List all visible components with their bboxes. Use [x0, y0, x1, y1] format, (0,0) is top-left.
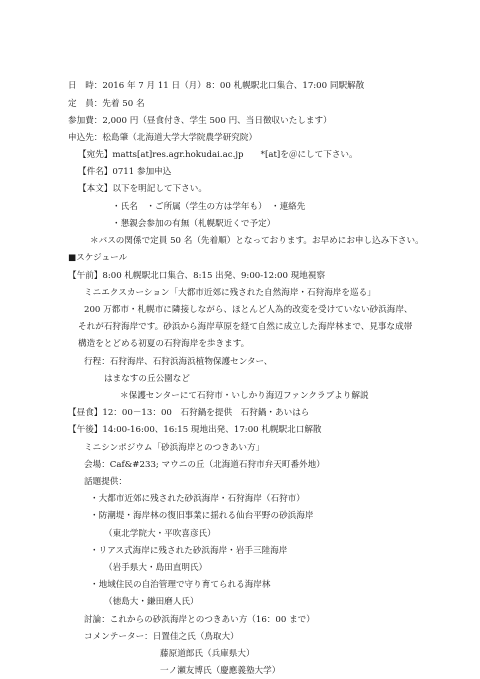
itinerary-continued: はまなすの丘公園など: [104, 374, 190, 384]
symposium-venue: 会場：Caf&#233; マウニの丘（北海道石狩市弁天町番外地）: [84, 460, 325, 470]
commentator: 藤原道郎氏（兵庫県大）: [160, 649, 255, 659]
topic-speaker: （東北学院大・平吹喜彦氏）: [104, 529, 216, 539]
email-subject: 【件名】0711 参加申込: [78, 167, 172, 177]
topic-item: ・防潮堤・海岸林の復旧事業に揺れる仙台平野の砂浜海岸: [90, 511, 314, 521]
event-datetime: 日 時：2016 年 7 月 11 日（月）8：00 札幌駅北口集合、17:00 同駅解散: [68, 81, 365, 91]
required-fields: ・氏名 ・ご所属（学生の方は学年も） ・連絡先: [112, 202, 306, 212]
schedule-heading: ■スケジュール: [68, 253, 128, 263]
topic-speaker: （徳島大・鎌田磨人氏）: [104, 597, 199, 607]
excursion-title: ミニエクスカーション「大都市近郊に残された自然海岸・石狩海岸を巡る」: [84, 288, 376, 298]
itinerary: 行程：石狩海岸、石狩浜海浜植物保護センター、: [84, 357, 273, 367]
discussion-topic: 討論：これからの砂浜海岸とのつきあい方（16：00 まで）: [84, 615, 315, 625]
email-body-instruction: 【本文】以下を明記して下さい。: [78, 184, 207, 194]
topic-speaker: （岩手県大・島田直明氏）: [104, 563, 208, 573]
excursion-description-line: 構造をとどめる初夏の石狩海岸を歩きます。: [78, 339, 250, 349]
event-capacity: 定 員：先着 50 名: [68, 99, 145, 109]
topic-item: ・リアス式海岸に残された砂浜海岸・岩手三陸海岸: [90, 546, 288, 556]
event-fee: 参加費：2,000 円（昼食付き、学生 500 円、当日徴収いたします）: [68, 116, 332, 126]
commentator: 一ノ瀬友博氏（慶應義塾大学）: [160, 666, 281, 676]
email-address: 【宛先】matts[at]res.agr.hokudai.ac.jp *[at]を＠にして下さい。: [78, 150, 358, 160]
guide-note: ＊保護センターにて石狩市・いしかり海辺ファンクラブより解説: [120, 391, 369, 401]
morning-session: 【午前】8:00 札幌駅北口集合、8:15 出発、9:00-12:00 現地視察: [68, 271, 326, 281]
social-gathering-note: ・懇親会参加の有無（札幌駅近くで予定）: [112, 219, 276, 229]
commentator: コメンテーター：日置佳之氏（鳥取大）: [84, 632, 239, 642]
excursion-description-line: 200 万都市・札幌市に隣接しながら、ほとんど人為的改変を受けていない砂浜海岸、: [84, 305, 413, 315]
excursion-description-line: それが石狩海岸です。砂浜から海岸草原を経て自然に成立した海岸林まで、見事な成帯: [78, 322, 413, 332]
application-contact: 申込先：松島肇（北海道大学大学院農学研究院）: [68, 133, 258, 143]
topic-item: ・地域住民の自治管理で守り育てられる海岸林: [90, 580, 271, 590]
topic-item: ・大都市近郊に残された砂浜海岸・石狩海岸（石狩市）: [90, 494, 305, 504]
afternoon-session: 【午後】14:00-16:00、16:15 現地出発、17:00 札幌駅北口解散: [68, 425, 322, 435]
bus-capacity-note: ＊バスの関係で定員 50 名（先着順）となっております。お早めにお申し込み下さい。: [90, 236, 424, 246]
topics-heading: 話題提供：: [84, 477, 127, 487]
symposium-title: ミニシンポジウム「砂浜海岸とのつきあい方」: [84, 443, 265, 453]
lunch-session: 【昼食】12：00－13：00 石狩鍋を提供 石狩鍋・あいはら: [68, 408, 310, 418]
